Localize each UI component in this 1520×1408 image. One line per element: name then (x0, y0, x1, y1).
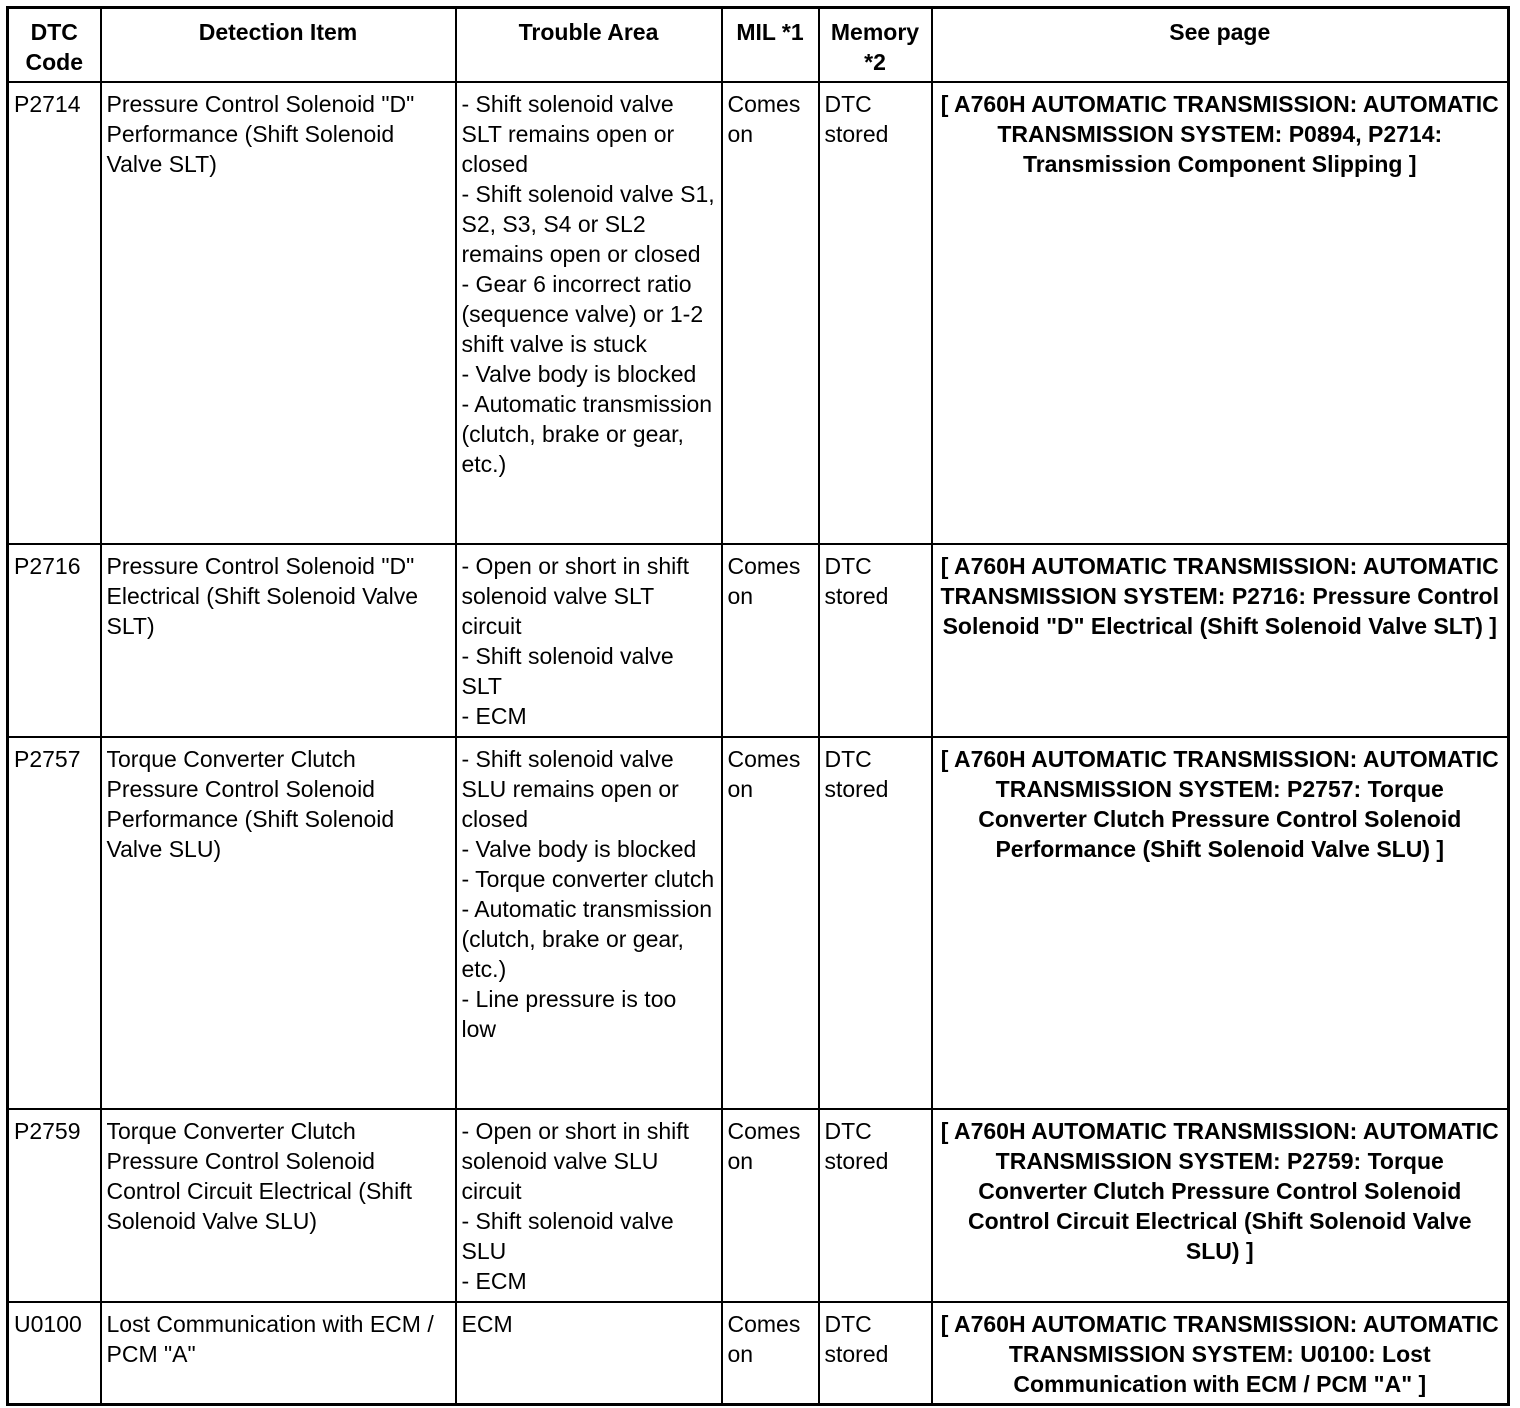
detection-item-cell: Torque Converter Clutch Pressure Control Solenoid Performance (Shift Solenoid Valve SLU) (101, 737, 456, 1109)
trouble-area-line: - ECM (461, 1268, 527, 1294)
trouble-area-line: - ECM (461, 703, 527, 729)
trouble-area-line: - Automatic transmission (clutch, brake or gear, etc.) (461, 391, 713, 477)
see-page-link[interactable]: [ A760H AUTOMATIC TRANSMISSION: AUTOMATIC TRANSMISSION SYSTEM: P2759: Torque Converter Clutch Pressure Control Solenoid Control Circuit Electrical (Shift Solenoid Valve SLU) ] (932, 1109, 1509, 1302)
trouble-area-line: - Shift solenoid valve SLU (461, 1208, 674, 1264)
mil-cell: Comes on (722, 1109, 819, 1302)
trouble-area-line: - Valve body is blocked (461, 836, 697, 862)
table-row (8, 1109, 1509, 1302)
memory-cell: DTC stored (819, 82, 932, 544)
dtc-code-cell: U0100 (8, 1302, 101, 1405)
header-memory: Memory *2 (819, 8, 932, 83)
detection-item-cell: Torque Converter Clutch Pressure Control Solenoid Control Circuit Electrical (Shift Solenoid Valve SLU) (101, 1109, 456, 1302)
mil-cell: Comes on (722, 544, 819, 737)
header-dtc-code: DTC Code (8, 8, 101, 83)
trouble-area-line: - Open or short in shift solenoid valve SLT circuit (461, 553, 690, 639)
memory-cell: DTC stored (819, 544, 932, 737)
table-row (8, 82, 1509, 544)
trouble-area-cell (456, 1109, 722, 1302)
mil-cell: Comes on (722, 82, 819, 544)
header-see-page: See page (932, 8, 1509, 83)
detection-item-cell: Pressure Control Solenoid "D" Electrical (Shift Solenoid Valve SLT) (101, 544, 456, 737)
dtc-code-cell: P2757 (8, 737, 101, 1109)
dtc-code-cell: P2714 (8, 82, 101, 544)
trouble-area-line: - Line pressure is too low (461, 986, 677, 1042)
trouble-area-cell (456, 82, 722, 544)
detection-item-cell: Lost Communication with ECM / PCM "A" (101, 1302, 456, 1405)
trouble-area-line: - Shift solenoid valve SLT remains open or closed (461, 91, 675, 177)
header-trouble-area: Trouble Area (456, 8, 722, 83)
trouble-area-cell (456, 737, 722, 1109)
table-row (8, 544, 1509, 737)
trouble-area-line: - Shift solenoid valve S1, S2, S3, S4 or SL2 remains open or closed (461, 181, 715, 267)
table-row (8, 737, 1509, 1109)
dtc-code-cell: P2716 (8, 544, 101, 737)
memory-cell: DTC stored (819, 1302, 932, 1405)
memory-cell: DTC stored (819, 737, 932, 1109)
trouble-area-line: - Gear 6 incorrect ratio (sequence valve) or 1-2 shift valve is stuck (461, 271, 704, 357)
trouble-area-line: - Open or short in shift solenoid valve SLU circuit (461, 1118, 690, 1204)
table-row (8, 1302, 1509, 1405)
mil-cell: Comes on (722, 1302, 819, 1405)
see-page-link[interactable]: [ A760H AUTOMATIC TRANSMISSION: AUTOMATIC TRANSMISSION SYSTEM: P2757: Torque Converter Clutch Pressure Control Solenoid Performance (Shift Solenoid Valve SLU) ] (932, 737, 1509, 1109)
header-detection-item: Detection Item (101, 8, 456, 83)
header-row (8, 8, 1509, 83)
trouble-area-cell (456, 544, 722, 737)
header-mil: MIL *1 (722, 8, 819, 83)
trouble-area-cell (456, 1302, 722, 1405)
mil-cell: Comes on (722, 737, 819, 1109)
trouble-area-line: - Torque converter clutch (461, 866, 715, 892)
see-page-link[interactable]: [ A760H AUTOMATIC TRANSMISSION: AUTOMATIC TRANSMISSION SYSTEM: P0894, P2714: Transmission Component Slipping ] (932, 82, 1509, 544)
see-page-link[interactable]: [ A760H AUTOMATIC TRANSMISSION: AUTOMATIC TRANSMISSION SYSTEM: U0100: Lost Communication with ECM / PCM "A" ] (932, 1302, 1509, 1405)
trouble-area-line: - Shift solenoid valve SLU remains open or closed (461, 746, 679, 832)
trouble-area-line: - Valve body is blocked (461, 361, 697, 387)
trouble-area-line: ECM (461, 1311, 513, 1337)
detection-item-cell: Pressure Control Solenoid "D" Performance (Shift Solenoid Valve SLT) (101, 82, 456, 544)
dtc-code-cell: P2759 (8, 1109, 101, 1302)
trouble-area-line: - Shift solenoid valve SLT (461, 643, 674, 699)
dtc-table (6, 6, 1510, 1406)
trouble-area-line: - Automatic transmission (clutch, brake or gear, etc.) (461, 896, 713, 982)
memory-cell: DTC stored (819, 1109, 932, 1302)
see-page-link[interactable]: [ A760H AUTOMATIC TRANSMISSION: AUTOMATIC TRANSMISSION SYSTEM: P2716: Pressure Control Solenoid "D" Electrical (Shift Solenoid Valve SLT) ] (932, 544, 1509, 737)
